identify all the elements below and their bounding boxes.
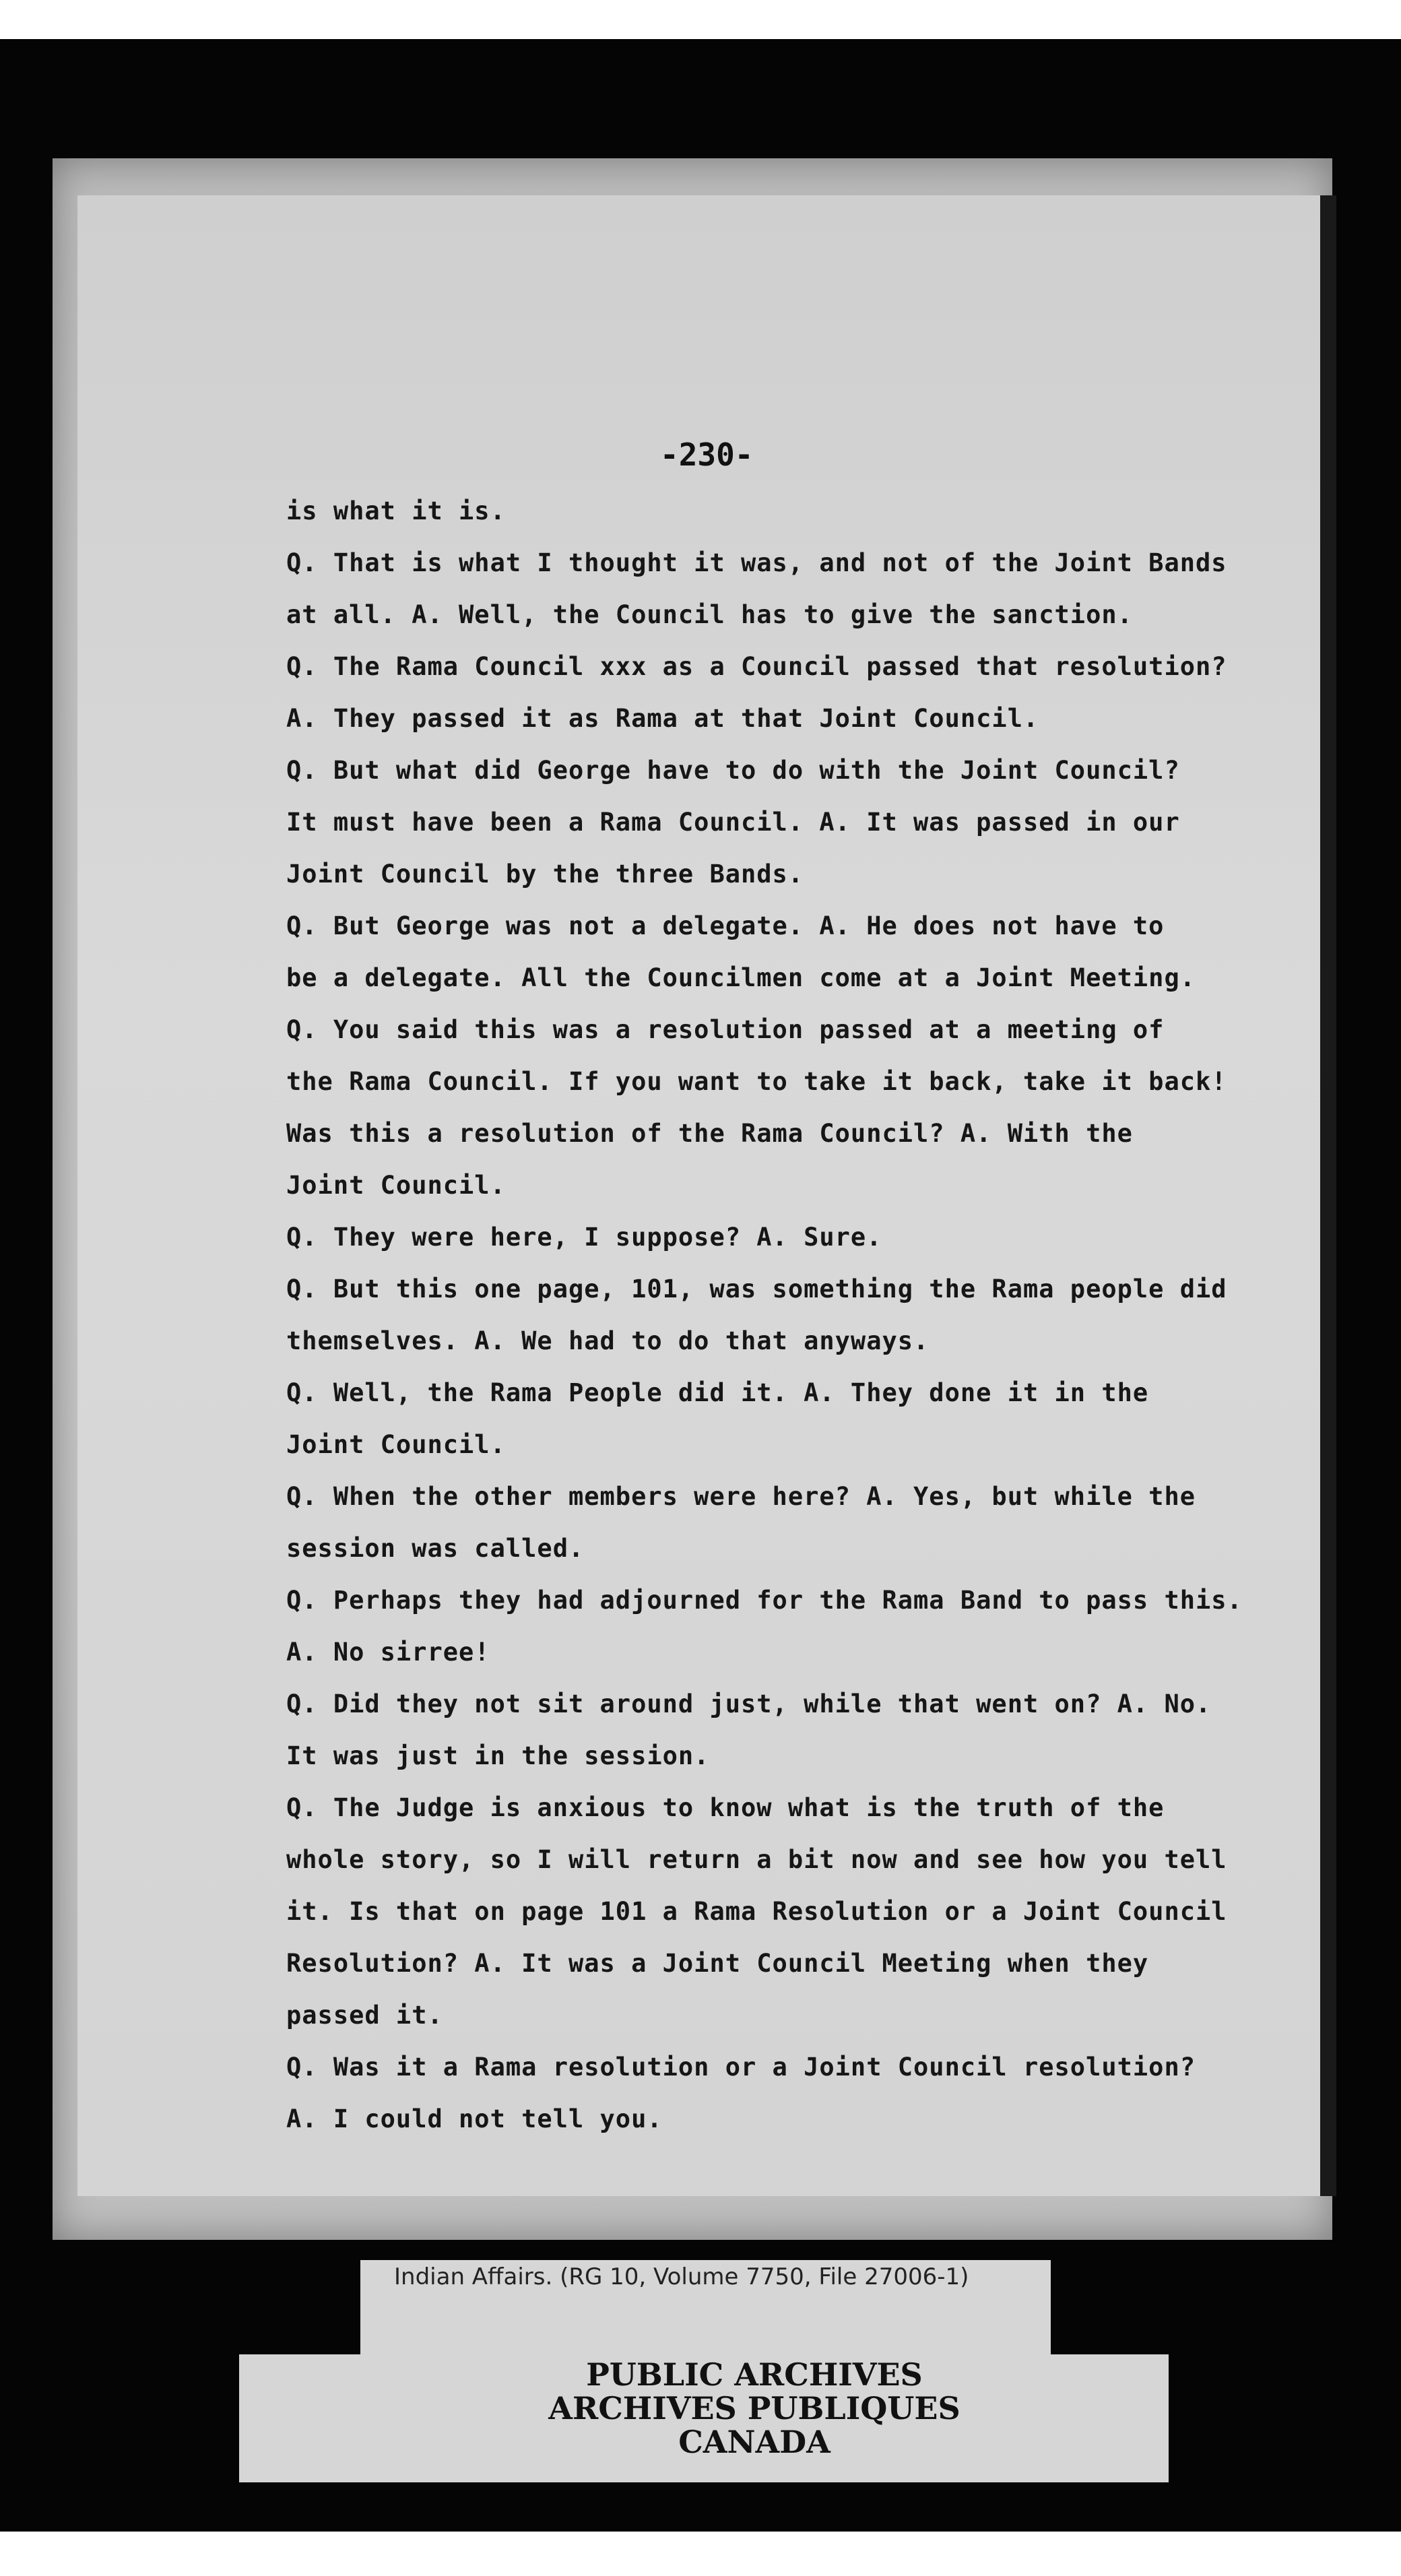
transcript-line: Q. Was it a Rama resolution or a Joint Council resolution?	[286, 2053, 1196, 2082]
transcript-line: Was this a resolution of the Rama Council? A. With the	[286, 1119, 1133, 1148]
transcript-line: A. They passed it as Rama at that Joint Council.	[286, 704, 1039, 733]
stamp-line-3: CANADA	[678, 2424, 830, 2460]
transcript-line: Joint Council.	[286, 1171, 506, 1200]
transcript-line: Q. The Rama Council xxx as a Council passed that resolution?	[286, 652, 1227, 681]
transcript-line: Q. When the other members were here? A. Yes, but while the	[286, 1482, 1196, 1511]
transcript-text	[286, 485, 1270, 2145]
transcript-line: passed it.	[286, 2001, 443, 2030]
transcript-line: the Rama Council. If you want to take it back, take it back!	[286, 1067, 1227, 1096]
transcript-line: Q. They were here, I suppose? A. Sure.	[286, 1223, 882, 1252]
transcript-line: Q. But George was not a delegate. A. He does not have to	[286, 911, 1165, 940]
transcript-line: Joint Council.	[286, 1430, 506, 1459]
transcript-line: it. Is that on page 101 a Rama Resolution or a Joint Council	[286, 1897, 1227, 1926]
transcript-line: It was just in the session.	[286, 1741, 710, 1770]
transcript-line: themselves. A. We had to do that anyways.	[286, 1326, 930, 1355]
transcript-line: Q. Did they not sit around just, while that went on? A. No.	[286, 1689, 1212, 1718]
transcript-line: at all. A. Well, the Council has to give the sanction.	[286, 600, 1133, 629]
tab-notch-left	[239, 2260, 360, 2354]
transcript-line: Resolution? A. It was a Joint Council Meeting when they	[286, 1949, 1149, 1978]
transcript-line: Q. Well, the Rama People did it. A. They done it in the	[286, 1378, 1149, 1407]
transcript-line: A. I could not tell you.	[286, 2104, 663, 2133]
transcript-line: It must have been a Rama Council. A. It was passed in our	[286, 808, 1180, 837]
tab-notch-right	[1051, 2260, 1169, 2354]
bottom-margin	[0, 2532, 1401, 2576]
transcript-line: Q. The Judge is anxious to know what is the truth of the	[286, 1793, 1165, 1822]
archives-stamp	[512, 2358, 997, 2459]
transcript-line: be a delegate. All the Councilmen come at a Joint Meeting.	[286, 963, 1196, 992]
page-number: -230-	[660, 437, 754, 473]
stamp-line-2: ARCHIVES PUBLIQUES	[548, 2390, 960, 2426]
transcript-line: session was called.	[286, 1534, 585, 1563]
transcript-line: Q. You said this was a resolution passed at a meeting of	[286, 1015, 1165, 1044]
transcript-line: Q. That is what I thought it was, and not of the Joint Bands	[286, 548, 1227, 577]
transcript-line: whole story, so I will return a bit now and see how you tell	[286, 1845, 1227, 1874]
stamp-line-1: PUBLIC ARCHIVES	[586, 2356, 923, 2393]
transcript-line: is what it is.	[286, 496, 506, 525]
transcript-line: Q. But this one page, 101, was something the Rama people did	[286, 1275, 1227, 1303]
transcript-line: Q. Perhaps they had adjourned for the Rama Band to pass this.	[286, 1586, 1243, 1615]
archive-reference-caption: Indian Affairs. (RG 10, Volume 7750, File 27006-1)	[394, 2263, 969, 2290]
transcript-line: Q. But what did George have to do with the Joint Council?	[286, 756, 1180, 785]
transcript-line: A. No sirree!	[286, 1638, 490, 1667]
transcript-line: Joint Council by the three Bands.	[286, 860, 804, 889]
